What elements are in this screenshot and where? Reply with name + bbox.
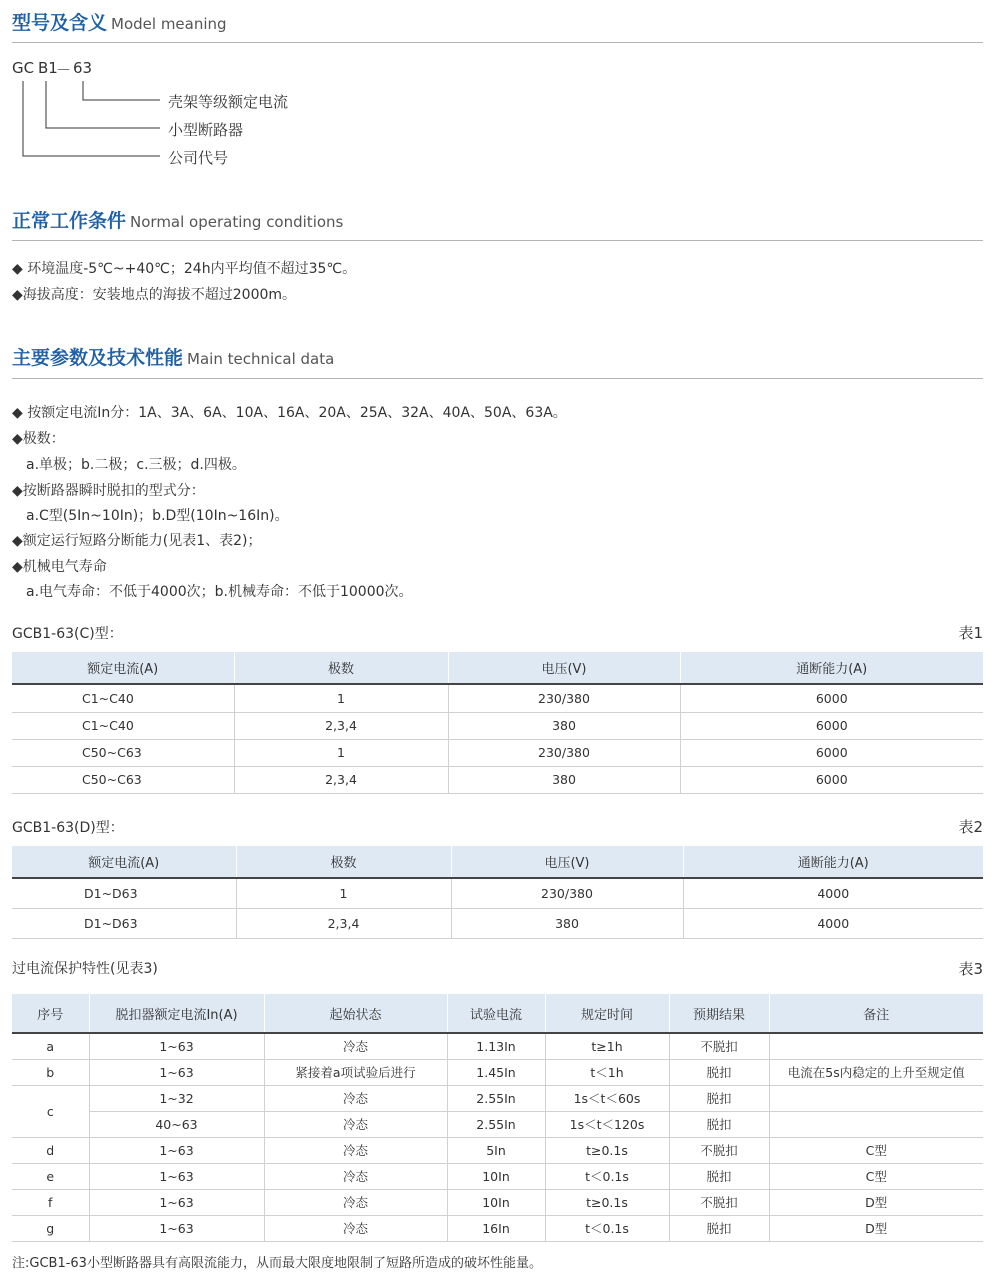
table-cell: f [12,1189,89,1215]
bracket-line-company [23,81,160,156]
table-cell: 230/380 [448,684,680,712]
table-cell: 冷态 [264,1215,447,1241]
table-cell: 1s＜t＜120s [545,1111,669,1137]
model-bracket-lines [0,0,170,170]
bracket-line-rating [83,81,160,100]
table-cell: 2,3,4 [236,908,451,938]
table-cell: C型 [769,1163,983,1189]
table-cell [769,1111,983,1137]
section-title-zh: 主要参数及技术性能 [12,347,184,369]
table-cell: 脱扣 [669,1111,769,1137]
model-code-63: 63 [73,59,93,77]
section-divider [12,240,983,241]
table-cell: 脱扣 [669,1163,769,1189]
table-cell: g [12,1215,89,1241]
table-cell: t＜1h [545,1059,669,1085]
table-cell: 不脱扣 [669,1137,769,1163]
table3-header-cell: 预期结果 [669,994,769,1033]
table-cell: 冷态 [264,1111,447,1137]
table-cell: a [12,1033,89,1059]
table-cell: 脱扣 [669,1085,769,1111]
spec-poles-heading: ◆极数： [12,431,65,447]
table3-header-cell: 起始状态 [264,994,447,1033]
table-cell: 1.45In [447,1059,545,1085]
table1-header-cell: 极数 [234,652,448,684]
table-cell: 10In [447,1189,545,1215]
section-title-zh: 正常工作条件 [12,210,127,232]
table-cell: 脱扣 [669,1215,769,1241]
condition-altitude: ◆海拔高度：安装地点的海拔不超过2000m。 [12,287,297,303]
model-code-b1: B1 [38,59,58,77]
table-cell: 1 [234,739,448,766]
table2-header-cell: 极数 [236,846,451,878]
table1-header-cell: 额定电流(A) [12,652,234,684]
table-cell: 6000 [680,766,983,793]
footnote: 注:GCB1-63小型断路器具有高限流能力，从而最大限度地限制了短路所造成的破坏性能量。 [12,1256,542,1271]
table-cell: 4000 [683,878,983,908]
table-cell: 冷态 [264,1189,447,1215]
table-cell: 1~63 [89,1033,264,1059]
table-cell: t≥0.1s [545,1189,669,1215]
table-cell: 230/380 [451,878,683,908]
table-cell: 6000 [680,739,983,766]
table-cell: 不脱扣 [669,1189,769,1215]
section-title-en: Main technical data [187,350,335,368]
table3-header-cell: 规定时间 [545,994,669,1033]
table2-header-cell: 电压(V) [451,846,683,878]
table-cell: C1~C40 [12,712,234,739]
table-cell: e [12,1163,89,1189]
table-cell: 380 [448,766,680,793]
section-title-normal [12,206,343,233]
table-cell: 电流在5s内稳定的上升至规定值 [769,1059,983,1085]
table-cell: 脱扣 [669,1059,769,1085]
spec-trip-heading: ◆按断路器瞬时脱扣的型式分： [12,483,205,499]
spec-life-values: a.电气寿命：不低于4000次；b.机械寿命：不低于10000次。 [26,584,413,600]
table-cell: 16In [447,1215,545,1241]
table-cell: 4000 [683,908,983,938]
table-row [12,739,983,766]
table-cell: 1~32 [89,1085,264,1111]
table-cell: 6000 [680,684,983,712]
table-cell: c [12,1085,89,1137]
table-cell: 380 [448,712,680,739]
table-cell: D型 [769,1189,983,1215]
table2-header-row [12,846,983,878]
table3-caption: 过电流保护特性(见表3) [12,961,158,977]
table-cell: 40~63 [89,1111,264,1137]
table-cell: C型 [769,1137,983,1163]
table-cell: 2.55In [447,1085,545,1111]
table3-header-cell: 试验电流 [447,994,545,1033]
table-cell [769,1033,983,1059]
annotation-frame-rating: 壳架等级额定电流 [168,93,289,111]
table-cell: t＜0.1s [545,1215,669,1241]
table-cell: 2,3,4 [234,766,448,793]
table2-header-cell: 额定电流(A) [12,846,236,878]
table-cell: t≥0.1s [545,1137,669,1163]
table-cell: t≥1h [545,1033,669,1059]
table-row [12,766,983,793]
table-cell: 1s＜t＜60s [545,1085,669,1111]
table-cell: D型 [769,1215,983,1241]
table1-label: 表1 [958,624,983,642]
model-code-dash: － [56,61,72,79]
table-cell: 1~63 [89,1163,264,1189]
table-row [12,684,983,712]
table-cell: 紧接着a项试验后进行 [264,1059,447,1085]
table-cell: 10In [447,1163,545,1189]
table-row [12,908,983,938]
table-cell: 6000 [680,712,983,739]
table-cell: 不脱扣 [669,1033,769,1059]
table-cell: 230/380 [448,739,680,766]
table-cell: 2,3,4 [234,712,448,739]
table3-header-row [12,994,983,1033]
spec-breaking-capacity: ◆额定运行短路分断能力(见表1、表2)； [12,533,262,549]
condition-temperature: ◆ 环境温度-5℃~+40℃；24h内平均值不超过35℃。 [12,261,357,277]
table3-header-cell: 备注 [769,994,983,1033]
section-title-en: Model meaning [111,15,227,33]
spec-rated-current: ◆ 按额定电流In分：1A、3A、6A、10A、16A、20A、25A、32A、40A、50A、63A。 [12,405,567,421]
table3-label: 表3 [958,960,983,978]
table-cell: C50~C63 [12,739,234,766]
table-row [12,712,983,739]
table1 [12,652,983,794]
table1-header-cell: 通断能力(A) [680,652,983,684]
model-code-gc: GC [12,59,35,77]
table-cell: 冷态 [264,1085,447,1111]
table-cell: 1~63 [89,1215,264,1241]
table-cell: 冷态 [264,1137,447,1163]
table3-header-cell: 脱扣器额定电流In(A) [89,994,264,1033]
table-cell: d [12,1137,89,1163]
table-row [12,1137,983,1163]
annotation-breaker-type: 小型断路器 [168,121,244,139]
table3 [12,994,983,1242]
table2-caption: GCB1-63(D)型： [12,820,124,836]
table-cell: b [12,1059,89,1085]
section-divider [12,378,983,379]
table-cell: 1 [236,878,451,908]
table-cell: 1~63 [89,1189,264,1215]
table-row [12,1059,983,1085]
table-row [12,1189,983,1215]
table-cell: 1 [234,684,448,712]
table-cell [769,1085,983,1111]
table-row [12,1085,983,1111]
table-cell: D1~D63 [12,908,236,938]
table-cell: 1~63 [89,1137,264,1163]
bracket-line-type [46,81,160,128]
table-cell: 1.13In [447,1033,545,1059]
table-cell: 冷态 [264,1033,447,1059]
annotation-company-code: 公司代号 [168,149,229,167]
table1-header-cell: 电压(V) [448,652,680,684]
table-cell: C1~C40 [12,684,234,712]
table2 [12,846,983,939]
table-cell: 2.55In [447,1111,545,1137]
table1-header-row [12,652,983,684]
table-cell: 5In [447,1137,545,1163]
table-row [12,1215,983,1241]
table-row [12,1163,983,1189]
spec-life-heading: ◆机械电气寿命 [12,559,107,575]
table-cell: t＜0.1s [545,1163,669,1189]
table3-header-cell: 序号 [12,994,89,1033]
table2-header-cell: 通断能力(A) [683,846,983,878]
table-cell: 冷态 [264,1163,447,1189]
table-cell: 1~63 [89,1059,264,1085]
section-title-main [12,343,334,370]
spec-poles-values: a.单极；b.二极；c.三极；d.四极。 [26,457,246,473]
spec-trip-values: a.C型(5In~10In)；b.D型(10In~16In)。 [26,508,289,524]
table1-caption: GCB1-63(C)型： [12,626,123,642]
section-title-en: Normal operating conditions [130,213,344,231]
table-row [12,878,983,908]
table-cell: 380 [451,908,683,938]
table-cell: C50~C63 [12,766,234,793]
section-title-zh: 型号及含义 [12,12,108,34]
table2-label: 表2 [958,818,983,836]
table-cell: D1~D63 [12,878,236,908]
table-row [12,1111,983,1137]
table-row [12,1033,983,1059]
